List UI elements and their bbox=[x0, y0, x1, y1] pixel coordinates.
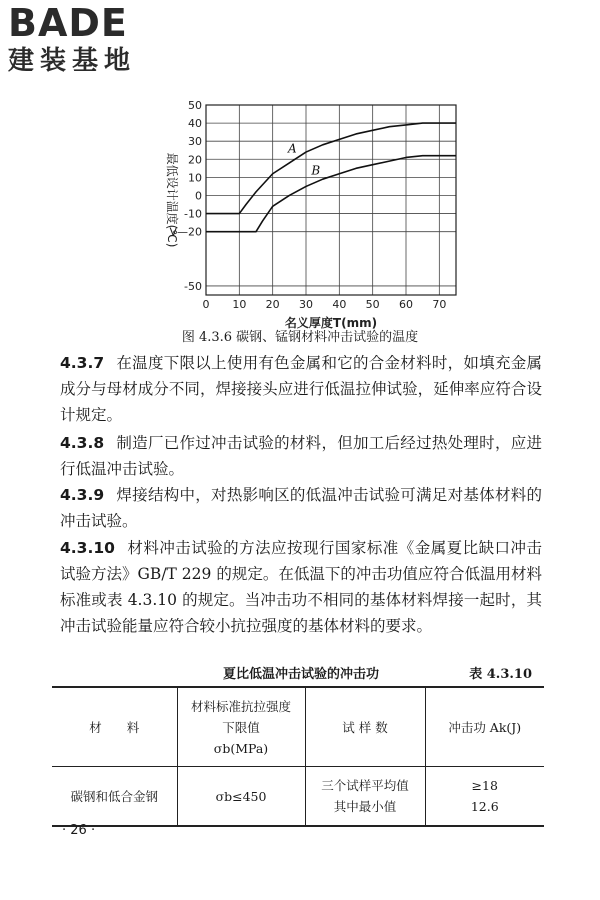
y-tick-label: -10 bbox=[184, 207, 202, 221]
y-tick-label: 50 bbox=[188, 99, 202, 112]
section-number: 4.3.7 bbox=[60, 354, 105, 372]
section-4-3-9 bbox=[60, 482, 542, 534]
x-tick-label: 50 bbox=[365, 298, 380, 311]
header-strength-line: 下限值 bbox=[222, 719, 260, 735]
y-tick-label: 10 bbox=[188, 171, 202, 185]
y-tick-label: 20 bbox=[188, 153, 202, 167]
cell-samples-line: 其中最小值 bbox=[333, 799, 397, 814]
x-axis-label: 名义厚度T(mm) bbox=[284, 316, 378, 330]
header-strength-line: 材料标准抗拉强度 bbox=[190, 698, 291, 714]
table-header-row bbox=[52, 687, 544, 767]
logo-subtitle: 建装基地 bbox=[8, 46, 137, 76]
temperature-chart bbox=[120, 95, 480, 335]
y-tick-label: 0 bbox=[195, 189, 202, 203]
header-strength-line: σb(MPa) bbox=[213, 740, 269, 756]
section-4-3-10 bbox=[60, 535, 542, 639]
table-title: 夏比低温冲击试验的冲击功 bbox=[222, 667, 379, 682]
x-tick-label: 60 bbox=[399, 298, 413, 311]
y-tick-label: -50 bbox=[184, 279, 202, 293]
impact-energy-table bbox=[52, 686, 544, 827]
x-tick-label: 20 bbox=[265, 298, 280, 311]
header-material: 材 料 bbox=[52, 687, 177, 767]
y-tick-label: V—20 bbox=[169, 225, 202, 239]
section-text: 制造厂已作过冲击试验的材料，但加工后经过热处理时，应进行低温冲击试验。 bbox=[60, 434, 542, 478]
section-number: 4.3.10 bbox=[60, 539, 115, 557]
section-text: 材料冲击试验的方法应按现行国家标准《金属夏比缺口冲击试验方法》GB/T 229 的规定。在低温下的冲击功值应符合低温用材料标准或表 4.3.10 的规定。当冲击功不相同的基体材料焊接一起时，其冲击试验能量应符合较小抗拉强度的基体材料的要求。 bbox=[60, 539, 542, 635]
y-axis-label: 最低设计温度(℃) bbox=[165, 152, 179, 248]
cell-strength: σb≤450 bbox=[177, 767, 305, 827]
series-curve-b bbox=[206, 156, 456, 232]
cell-energy-line: 12.6 bbox=[470, 799, 499, 814]
cell-samples bbox=[305, 767, 425, 827]
x-tick-label: 0 bbox=[202, 298, 210, 311]
cell-samples-line: 三个试样平均值 bbox=[321, 778, 409, 793]
series-label-b: B bbox=[311, 163, 321, 178]
series-curve-a bbox=[206, 123, 456, 213]
table-title-row bbox=[60, 663, 542, 683]
table-row bbox=[52, 767, 544, 827]
x-tick-label: 70 bbox=[432, 298, 447, 311]
y-tick-label: 30 bbox=[188, 135, 202, 149]
table-label: 表 4.3.10 bbox=[469, 667, 532, 682]
logo-brand: BADE bbox=[8, 1, 128, 45]
section-number: 4.3.8 bbox=[60, 434, 105, 452]
brand-logo bbox=[8, 2, 178, 84]
x-tick-label: 30 bbox=[299, 298, 313, 311]
series-label-a: A bbox=[288, 141, 297, 156]
x-tick-label: 40 bbox=[332, 298, 347, 311]
chart-svg bbox=[120, 95, 480, 335]
section-text: 在温度下限以上使用有色金属和它的合金材料时，如填充金属成分与母材成分不同，焊接接头应进行低温拉伸试验，延伸率应符合设计规定。 bbox=[60, 354, 542, 424]
figure-caption: 图 4.3.6 碳钢、锰钢材料冲击试验的温度 bbox=[181, 330, 419, 345]
section-4-3-8 bbox=[60, 430, 542, 482]
header-samples: 试 样 数 bbox=[305, 687, 425, 767]
header-strength bbox=[177, 687, 305, 767]
plot-frame bbox=[206, 105, 456, 295]
x-tick-label: 10 bbox=[232, 298, 247, 311]
header-energy: 冲击功 Ak(J) bbox=[425, 687, 544, 767]
cell-energy bbox=[425, 767, 544, 827]
page-number: · 26 · bbox=[62, 823, 96, 838]
y-tick-label: 40 bbox=[188, 117, 202, 131]
cell-material: 碳钢和低合金钢 bbox=[52, 767, 177, 827]
cell-energy-line: ≥18 bbox=[471, 778, 498, 793]
section-text: 焊接结构中，对热影响区的低温冲击试验可满足对基体材料的冲击试验。 bbox=[60, 486, 542, 530]
section-number: 4.3.9 bbox=[60, 486, 105, 504]
section-4-3-7 bbox=[60, 350, 542, 428]
